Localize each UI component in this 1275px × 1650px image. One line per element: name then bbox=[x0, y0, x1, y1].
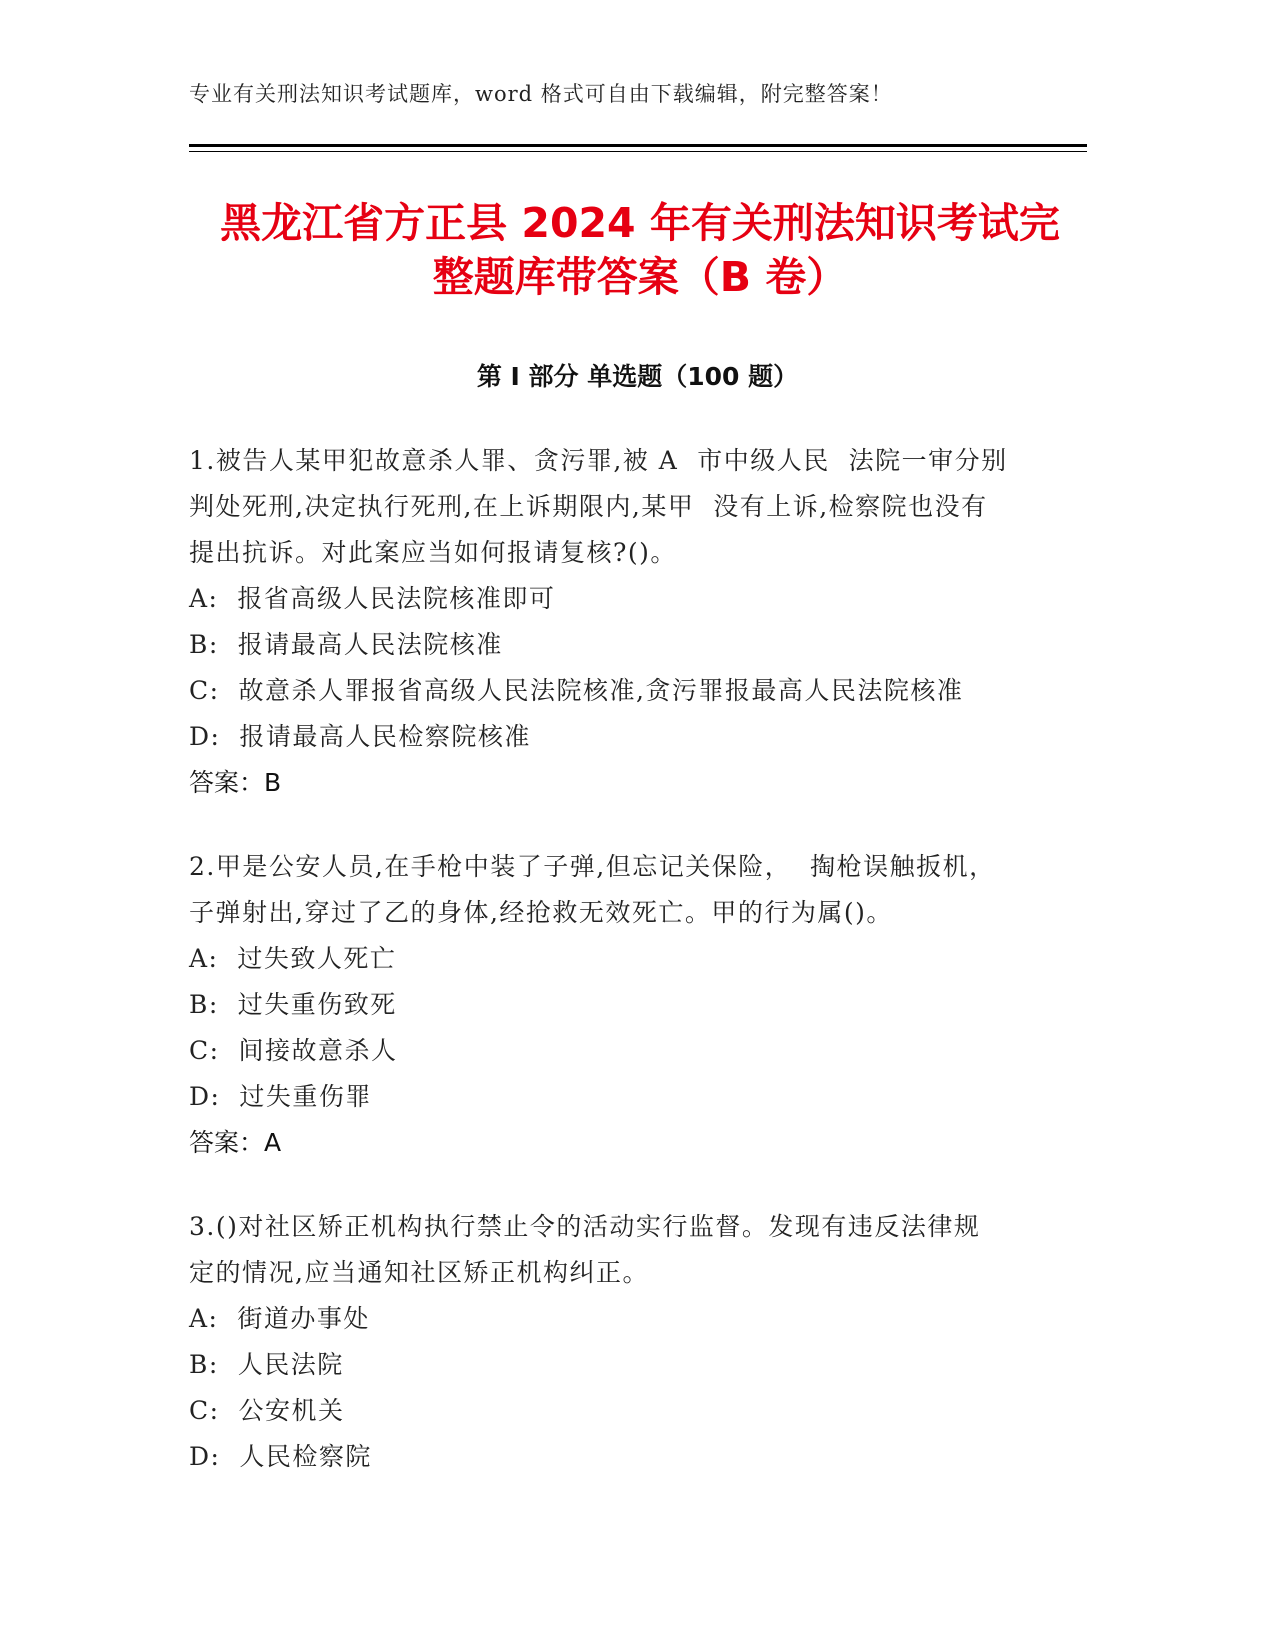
document-title bbox=[180, 196, 1100, 304]
title-line-1: 黑龙江省方正县 2024 年有关刑法知识考试完 bbox=[220, 199, 1060, 247]
question-1 bbox=[189, 438, 1089, 806]
question-stem-line: 判处死刑,决定执行死刑,在上诉期限内,某甲 没有上诉,检察院也没有 bbox=[189, 492, 988, 521]
section-heading: 第 I 部分 单选题（100 题） bbox=[476, 362, 799, 391]
question-option-a: A: 过失致人死亡 bbox=[189, 944, 397, 973]
header-note: 专业有关刑法知识考试题库，word 格式可自由下载编辑，附完整答案！ bbox=[189, 82, 893, 106]
question-3 bbox=[189, 1204, 1089, 1480]
question-stem-line: 提出抗诉。对此案应当如何报请复核?()。 bbox=[189, 538, 677, 567]
question-answer: 答案：B bbox=[189, 768, 282, 797]
question-option-c: C: 故意杀人罪报省高级人民法院核准,贪污罪报最高人民法院核准 bbox=[189, 676, 964, 705]
question-option-d: D: 过失重伤罪 bbox=[189, 1082, 372, 1111]
title-line-2: 整题库带答案（B 卷） bbox=[432, 253, 848, 301]
question-option-a: A: 报省高级人民法院核准即可 bbox=[189, 584, 556, 613]
question-2 bbox=[189, 844, 1089, 1166]
question-stem-line: 子弹射出,穿过了乙的身体,经抢救无效死亡。甲的行为属()。 bbox=[189, 898, 893, 927]
question-list bbox=[189, 438, 1089, 1518]
question-option-d: D: 报请最高人民检察院核准 bbox=[189, 722, 531, 751]
header-rule-thick bbox=[189, 144, 1087, 147]
question-stem-line: 定的情况,应当通知社区矫正机构纠正。 bbox=[189, 1258, 649, 1287]
question-option-b: B: 人民法院 bbox=[189, 1350, 344, 1379]
question-option-b: B: 过失重伤致死 bbox=[189, 990, 397, 1019]
question-stem-line: 1.被告人某甲犯故意杀人罪、贪污罪,被 A 市中级人民 法院一审分别 bbox=[189, 446, 1008, 475]
question-answer: 答案：A bbox=[189, 1128, 282, 1157]
question-stem-line: 2.甲是公安人员,在手枪中装了子弹,但忘记关保险， 掏枪误触扳机， bbox=[189, 852, 996, 881]
header-rule-thin bbox=[189, 151, 1087, 152]
question-option-c: C: 间接故意杀人 bbox=[189, 1036, 398, 1065]
question-option-b: B: 报请最高人民法院核准 bbox=[189, 630, 503, 659]
question-stem-line: 3.()对社区矫正机构执行禁止令的活动实行监督。发现有违反法律规 bbox=[189, 1212, 981, 1241]
question-option-d: D: 人民检察院 bbox=[189, 1442, 372, 1471]
question-option-a: A: 街道办事处 bbox=[189, 1304, 370, 1333]
question-option-c: C: 公安机关 bbox=[189, 1396, 345, 1425]
